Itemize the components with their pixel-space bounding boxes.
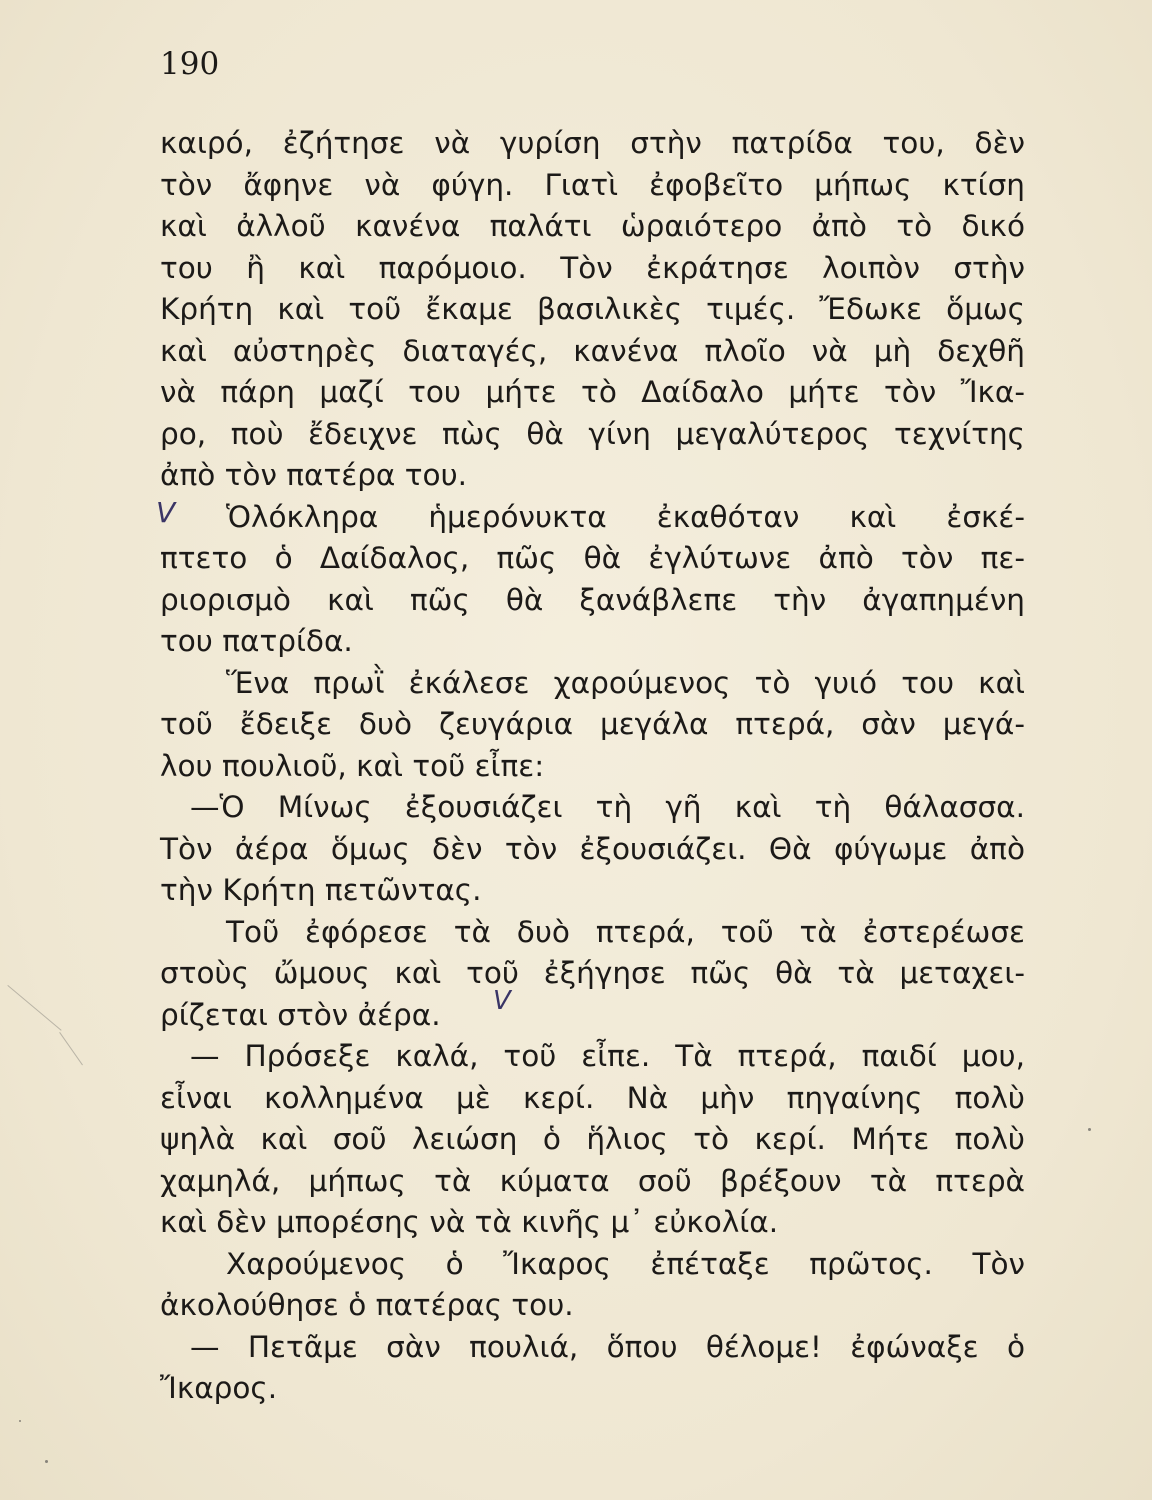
ink-speck — [45, 1460, 48, 1463]
text-line: λου πουλιοῦ, καὶ τοῦ εἶπε: — [160, 748, 545, 783]
check-mark-icon: V — [156, 496, 176, 529]
text-line: Ὁλόκληρα ἡμερόνυκτα ἐκαθόταν καὶ ἐσκέ- — [226, 499, 1025, 534]
text-line: στοὺς ὤμους καὶ τοῦ ἐξήγησε πῶς θὰ τὰ μεταχει- — [160, 956, 1025, 990]
text-line: καιρό, ἐζήτησε νὰ γυρίση στὴν πατρίδα του, δὲν — [160, 126, 1025, 160]
text-line: —Ὁ Μίνως ἐξουσιάζει τὴ γῆ καὶ τὴ θάλασσα. — [190, 790, 1025, 824]
text-line: Ἴκαρος. — [160, 1371, 278, 1405]
page-scratch — [59, 1032, 83, 1065]
text-line: πτετο ὁ Δαίδαλος, πῶς θὰ ἐγλύτωνε ἀπὸ τὸν πε- — [160, 541, 1025, 575]
text-line: ψηλὰ καὶ σοῦ λειώση ὁ ἥλιος τὸ κερί. Μήτε πολὺ — [160, 1122, 1025, 1156]
body-text — [160, 123, 1025, 1410]
text-line: τὸν ἄφηνε νὰ φύγη. Γιατὶ ἐφοβεῖτο μήπως κτίση — [160, 167, 1025, 202]
text-line: καὶ ἀλλοῦ κανένα παλάτι ὡραιότερο ἀπὸ τὸ δικό — [160, 209, 1025, 243]
ink-speck — [1088, 1128, 1091, 1131]
text-line: του πατρίδα. — [160, 624, 353, 658]
text-line: ρο, ποὺ ἔδειχνε πὼς θὰ γίνη μεγαλύτερος τεχνίτης — [160, 416, 1025, 451]
text-line: Τὸν ἀέρα ὅμως δὲν τὸν ἐξουσιάζει. Θὰ φύγωμε ἀπὸ — [160, 831, 1025, 866]
text-line: ριορισμὸ καὶ πῶς θὰ ξανάβλεπε τὴν ἀγαπημένη — [160, 582, 1025, 617]
text-line: Χαρούμενος ὁ Ἴκαρος ἐπέταξε πρῶτος. Τὸν — [226, 1246, 1025, 1281]
check-mark-icon: V — [493, 986, 511, 1016]
text-line: ἀπὸ τὸν πατέρα του. — [160, 458, 468, 492]
page-number: 190 — [160, 46, 220, 82]
text-line: τὴν Κρήτη πετῶντας. — [160, 873, 482, 907]
text-line: χαμηλά, μήπως τὰ κύματα σοῦ βρέξουν τὰ πτερὰ — [160, 1163, 1025, 1198]
text-line: καὶ δὲν μπορέσης νὰ τὰ κινῆς μ᾽ εὐκολία. — [160, 1205, 779, 1239]
text-line: τοῦ ἔδειξε δυὸ ζευγάρια μεγάλα πτερά, σὰν μεγά- — [160, 707, 1025, 741]
text-line: Κρήτη καὶ τοῦ ἔκαμε βασιλικὲς τιμές. Ἔδωκε ὅμως — [160, 292, 1025, 326]
text-line: καὶ αὐστηρὲς διαταγές, κανένα πλοῖο νὰ μὴ δεχθῆ — [160, 333, 1025, 368]
text-line: Τοῦ ἐφόρεσε τὰ δυὸ πτερά, τοῦ τὰ ἐστερέωσε — [226, 914, 1025, 949]
text-line: του ἢ καὶ παρόμοιο. Τὸν ἐκράτησε λοιπὸν στὴν — [160, 250, 1025, 285]
text-line: — Πρόσεξε καλά, τοῦ εἶπε. Τὰ πτερά, παιδί μου, — [190, 1039, 1025, 1073]
text-line: Ἕνα πρωῒ ἐκάλεσε χαρούμενος τὸ γυιό του καὶ — [226, 665, 1025, 700]
text-line: εἶναι κολλημένα μὲ κερί. Νὰ μὴν πηγαίνης πολὺ — [160, 1080, 1025, 1115]
text-line: νὰ πάρη μαζί του μήτε τὸ Δαίδαλο μήτε τὸν Ἴκα- — [160, 375, 1025, 409]
text-line: — Πετᾶμε σὰν πουλιά, ὅπου θέλομε! ἐφώναξε ὁ — [190, 1329, 1025, 1364]
page-scratch — [7, 985, 61, 1031]
text-line: ρίζεται στὸν ἀέρα. — [160, 997, 441, 1032]
text-line: ἀκολούθησε ὁ πατέρας του. — [160, 1288, 574, 1322]
ink-speck — [19, 1420, 21, 1422]
